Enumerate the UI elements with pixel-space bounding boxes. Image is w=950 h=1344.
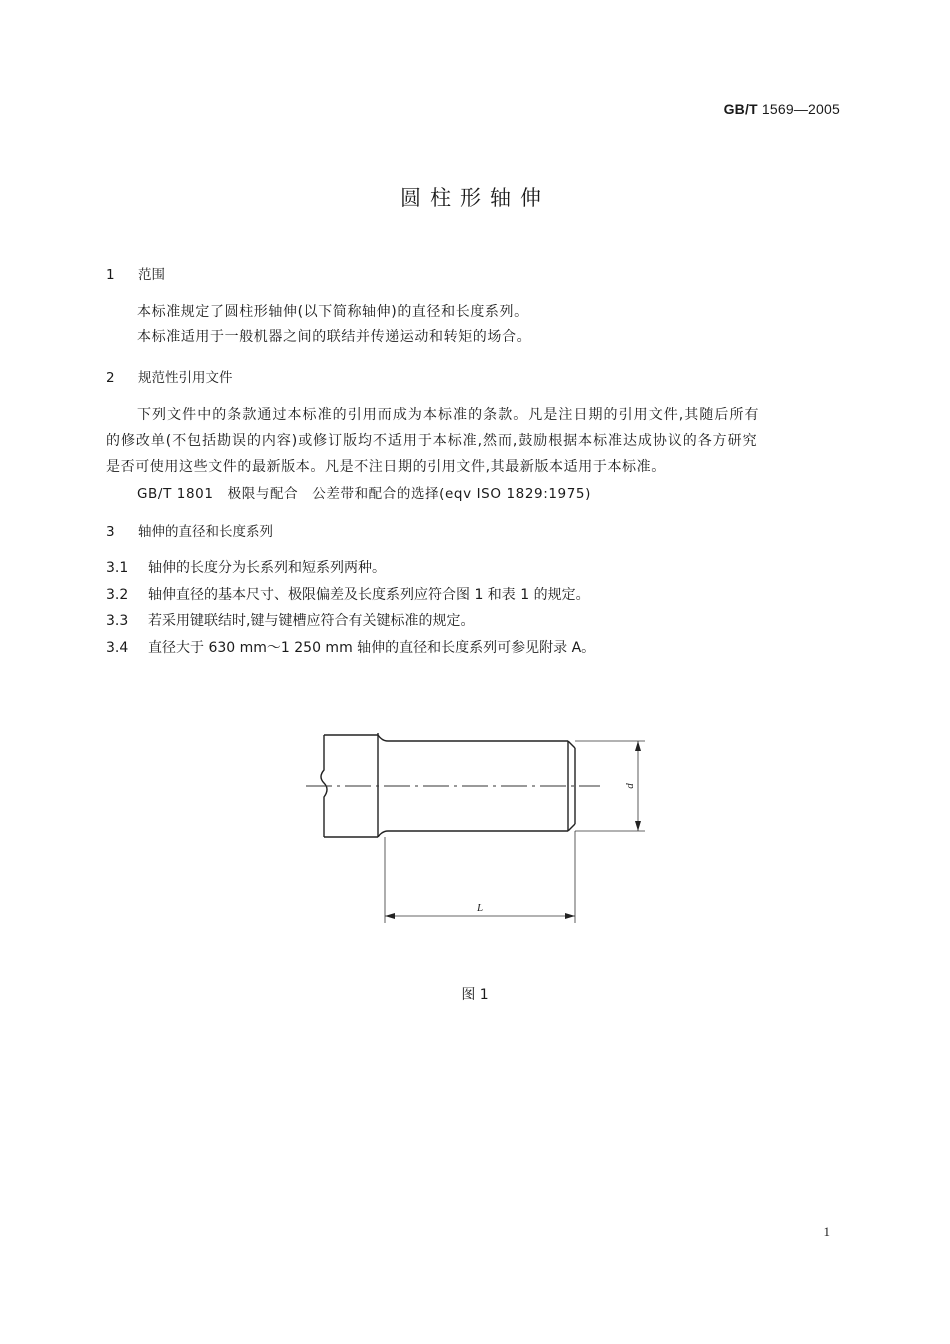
section-title: 规范性引用文件 bbox=[138, 370, 233, 386]
standard-code: GB/T bbox=[723, 101, 758, 117]
clause-number: 3.2 bbox=[106, 587, 129, 603]
paragraph: 的修改单(不包括勘误的内容)或修订版均不适用于本标准,然而,鼓励根据本标准达成协议的各方研究 bbox=[106, 433, 758, 449]
section-heading-1 bbox=[106, 263, 165, 283]
clause-number: 3.4 bbox=[106, 640, 129, 656]
document-title: 圆柱形轴伸 bbox=[400, 186, 550, 210]
diameter-label: d bbox=[624, 783, 636, 789]
section-number: 1 bbox=[106, 267, 115, 283]
paragraph: 下列文件中的条款通过本标准的引用而成为本标准的条款。凡是注日期的引用文件,其随后所有 bbox=[137, 407, 760, 423]
clause-number: 3.1 bbox=[106, 560, 129, 576]
section-title: 轴伸的直径和长度系列 bbox=[138, 524, 273, 540]
paragraph: 本标准适用于一般机器之间的联结并传递运动和转矩的场合。 bbox=[137, 329, 532, 345]
clause-3-1 bbox=[106, 557, 386, 577]
paragraph: 本标准规定了圆柱形轴伸(以下简称轴伸)的直径和长度系列。 bbox=[137, 304, 529, 320]
standard-number bbox=[724, 101, 840, 117]
section-number: 2 bbox=[106, 370, 115, 386]
normative-reference: GB/T 1801 极限与配合 公差带和配合的选择(eqv ISO 1829:1975) bbox=[137, 486, 591, 502]
section-number: 3 bbox=[106, 524, 115, 540]
section-heading-2 bbox=[106, 366, 233, 386]
clause-3-4 bbox=[106, 637, 595, 657]
shaft-extension-drawing bbox=[300, 725, 660, 935]
section-heading-3 bbox=[106, 520, 273, 540]
length-label: L bbox=[476, 902, 484, 914]
paragraph: 是否可使用这些文件的最新版本。凡是不注日期的引用文件,其最新版本适用于本标准。 bbox=[106, 459, 666, 475]
figure-caption: 图 1 bbox=[461, 987, 489, 1003]
clause-text: 直径大于 630 mm～1 250 mm 轴伸的直径和长度系列可参见附录 A。 bbox=[148, 640, 596, 656]
clause-text: 若采用键联结时,键与键槽应符合有关键标准的规定。 bbox=[148, 613, 475, 629]
standard-year: 1569—2005 bbox=[761, 101, 840, 117]
clause-3-2 bbox=[106, 584, 590, 604]
page-number: 1 bbox=[823, 1224, 830, 1239]
section-title: 范围 bbox=[138, 267, 165, 283]
clause-text: 轴伸的长度分为长系列和短系列两种。 bbox=[148, 560, 386, 576]
clause-3-3 bbox=[106, 610, 474, 630]
clause-number: 3.3 bbox=[106, 613, 129, 629]
clause-text: 轴伸直径的基本尺寸、极限偏差及长度系列应符合图 1 和表 1 的规定。 bbox=[148, 587, 590, 603]
